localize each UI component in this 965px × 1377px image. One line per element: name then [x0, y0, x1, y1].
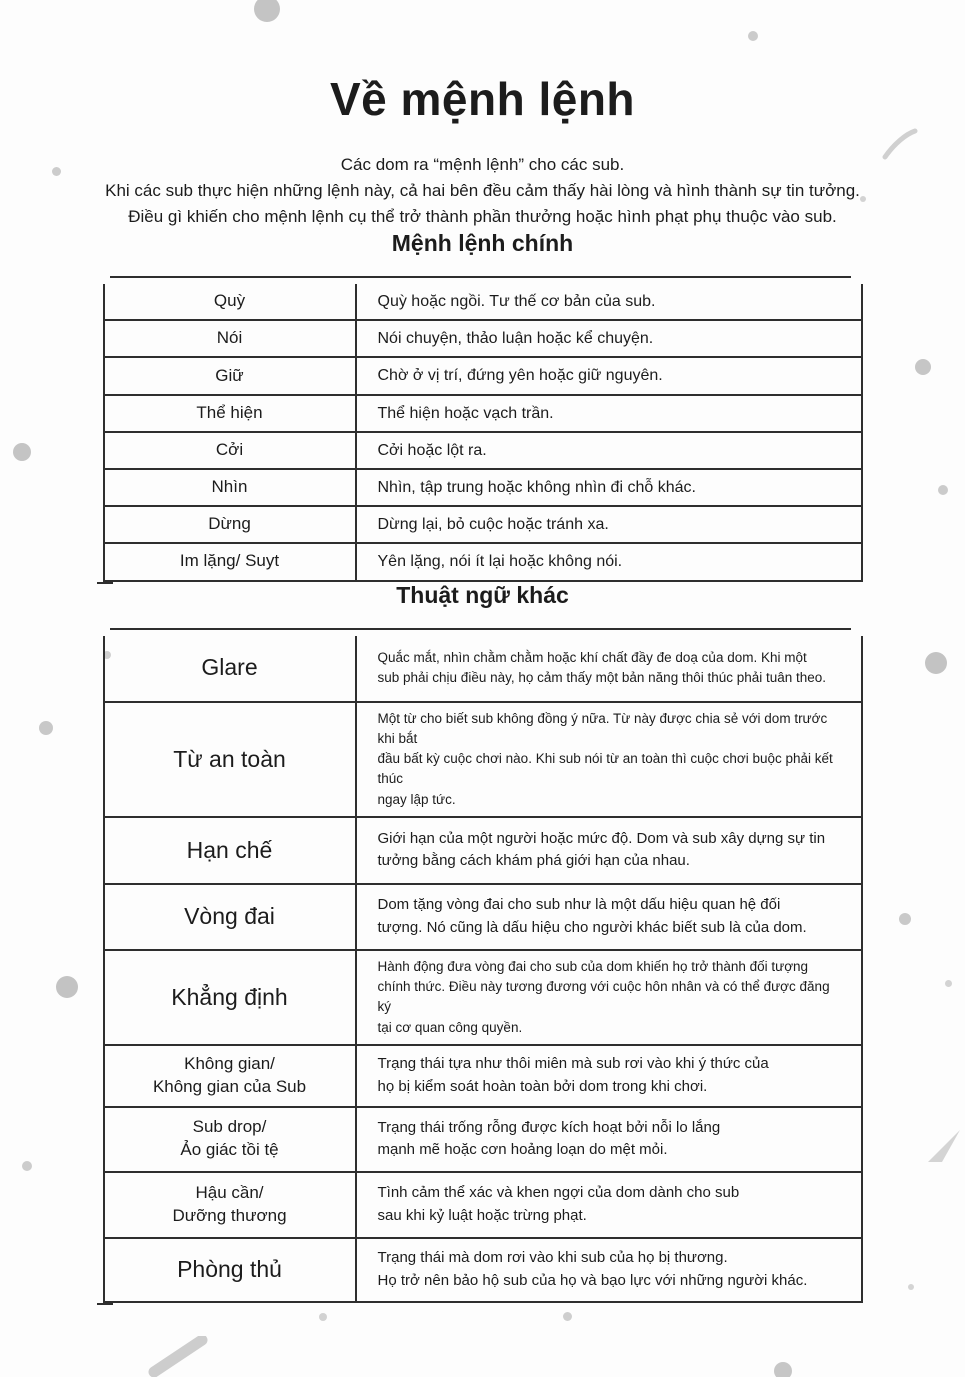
table-row [105, 433, 861, 470]
decor-dot [774, 1362, 792, 1377]
term-cell: Nói [105, 321, 357, 356]
decor-dot [39, 721, 53, 735]
decor-dot [938, 485, 948, 495]
table-row [105, 1046, 861, 1108]
description-cell: Dừng lại, bỏ cuộc hoặc tránh xa. [377, 516, 609, 534]
table-row [105, 544, 861, 581]
term-cell: Cởi [105, 433, 357, 468]
table-row [105, 885, 861, 951]
description-cell: Chờ ở vị trí, đứng yên hoặc giữ nguyên. [377, 367, 663, 385]
term-cell: Nhìn [105, 470, 357, 505]
description-cell: Giới hạn của một người hoặc mức độ. Dom và sub xây dựng sự tin tưởng bằng cách khám phá giới hạn của nhau. [377, 829, 826, 870]
decor-dot [908, 1284, 914, 1290]
decor-dot [915, 359, 931, 375]
term-cell: Khẳng định [105, 951, 357, 1044]
term-cell: Glare [105, 636, 357, 701]
term-cell: Từ an toàn [105, 703, 357, 816]
table-row [105, 470, 861, 507]
decor-dot [945, 980, 952, 987]
table-row [105, 636, 861, 703]
paper-shard-icon [928, 1130, 964, 1166]
main-commands-table [103, 284, 863, 582]
description-cell: Nói chuyện, thảo luận hoặc kể chuyện. [377, 330, 654, 348]
table-row [105, 818, 861, 885]
term-cell: Giữ [105, 358, 357, 393]
description-cell: Quắc mắt, nhìn chằm chằm hoặc khí chất đầy đe doạ của dom. Khi một sub phải chịu điều này, họ cảm thấy một bản năng thôi thúc phải tuân theo. [377, 649, 827, 685]
pen-stroke-icon [148, 1336, 210, 1377]
other-terms-table [103, 636, 863, 1303]
decor-dot [22, 1161, 32, 1171]
term-cell: Dừng [105, 507, 357, 542]
decor-dot [748, 31, 758, 41]
term-cell: Không gian/ Không gian của Sub [105, 1046, 357, 1106]
decor-dot [13, 443, 31, 461]
decor-dot [319, 1313, 327, 1321]
table-row [105, 951, 861, 1046]
pen-stroke-icon [882, 128, 918, 160]
description-cell: Cởi hoặc lột ra. [377, 441, 487, 459]
decor-dot [860, 196, 866, 202]
table-row [105, 1173, 861, 1239]
table-row [105, 1108, 861, 1173]
term-cell: Sub drop/ Ảo giác tồi tệ [105, 1108, 357, 1171]
description-cell: Trạng thái mà dom rơi vào khi sub của họ bị thương. Họ trở nên bảo hộ sub của họ và bạo lực với những người khác. [377, 1249, 808, 1289]
decor-dot [899, 913, 911, 925]
table-row [105, 284, 861, 321]
description-cell: Quỳ hoặc ngồi. Tư thế cơ bản của sub. [377, 293, 656, 310]
term-cell: Thể hiện [105, 396, 357, 431]
term-cell: Im lặng/ Suyt [105, 544, 357, 579]
decor-dot [925, 652, 947, 674]
table-row [105, 321, 861, 358]
term-cell: Quỳ [105, 284, 357, 319]
table-row [105, 396, 861, 433]
description-cell: Trạng thái tựa như thôi miên mà sub rơi vào khi ý thức của họ bị kiểm soát hoàn toàn bởi dom trong khi chơi. [377, 1055, 769, 1095]
description-cell: Thể hiện hoặc vạch trần. [377, 404, 554, 422]
description-cell: Một từ cho biết sub không đồng ý nữa. Từ này được chia sẻ với dom trước khi bắt đầu bất kỳ cuộc chơi nào. Khi sub nói từ an toàn thì cuộc chơi buộc phải kết thúc ngay lập tức. [377, 710, 833, 807]
table-row [105, 358, 861, 395]
description-cell: Dom tặng vòng đai cho sub như là một dấu hiệu quan hệ đối tượng. Nó cũng là dấu hiệu cho người khác biết sub là của dom. [377, 896, 807, 936]
intro-line: Điều gì khiến cho mệnh lệnh cụ thể trở thành phần thưởng hoặc hình phạt phụ thuộc vào sub. [128, 207, 837, 226]
section-heading-other-terms: Thuật ngữ khác [396, 581, 569, 608]
intro-line: Khi các sub thực hiện những lệnh này, cả hai bên đều cảm thấy hài lòng và hình thành sự tin tưởng. [105, 181, 860, 200]
description-cell: Trạng thái trống rỗng được kích hoạt bởi nỗi lo lắng mạnh mẽ hoặc cơn hoảng loạn do mệt mỏi. [377, 1118, 721, 1159]
intro-text [0, 152, 965, 230]
table-row [105, 703, 861, 818]
table-row [105, 1239, 861, 1303]
description-cell: Nhìn, tập trung hoặc không nhìn đi chỗ khác. [377, 478, 696, 496]
section-heading-main-commands: Mệnh lệnh chính [391, 230, 574, 256]
term-cell: Hạn chế [105, 818, 357, 883]
decor-dot [56, 976, 78, 998]
intro-line: Các dom ra “mệnh lệnh” cho các sub. [340, 155, 625, 174]
table-row [105, 507, 861, 544]
term-cell: Phòng thủ [105, 1239, 357, 1301]
term-cell: Vòng đai [105, 885, 357, 949]
description-cell: Yên lặng, nói ít lại hoặc không nói. [377, 553, 623, 571]
description-cell: Hành động đưa vòng đai cho sub của dom khiến họ trở thành đối tượng chính thức. Điều này tương đương với cuộc hôn nhân và có thể được đăng ký tại cơ quan công quyền. [377, 958, 830, 1035]
description-cell: Tình cảm thể xác và khen ngợi của dom dành cho sub sau khi kỷ luật hoặc trừng phạt. [377, 1184, 740, 1224]
decor-dot [52, 167, 61, 176]
decor-dot [563, 1312, 572, 1321]
page-title: Về mệnh lệnh [329, 73, 636, 125]
term-cell: Hậu cần/ Dưỡng thương [105, 1173, 357, 1237]
